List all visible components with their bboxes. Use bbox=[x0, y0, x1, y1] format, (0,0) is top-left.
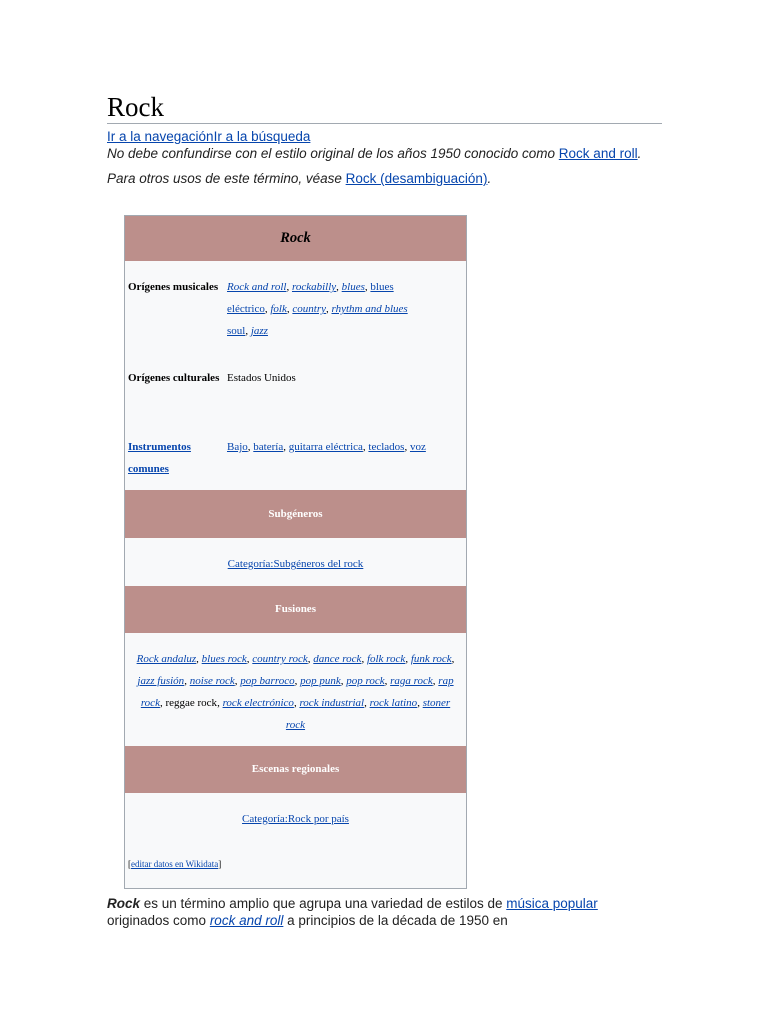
hatnote-text: No debe confundirse con el estilo original de los años 1950 conocido como bbox=[107, 146, 559, 161]
instrument-link[interactable]: guitarra eléctrica bbox=[288, 441, 363, 453]
fusion-link[interactable]: country rock bbox=[252, 653, 308, 665]
hatnote-end: . bbox=[487, 171, 492, 186]
intro-text: es un término amplio que agrupa una variedad de estilos de bbox=[140, 896, 507, 911]
fusion-link[interactable]: funk rock bbox=[410, 653, 452, 665]
wikidata-edit-link[interactable]: editar datos en Wikidata bbox=[131, 859, 219, 869]
fusion-link[interactable]: raga rock bbox=[390, 675, 433, 687]
wikidata-edit: [editar datos en Wikidata] bbox=[128, 859, 222, 869]
fusion-link[interactable]: stoner rock bbox=[285, 697, 451, 731]
fusion-text: reggae rock bbox=[165, 697, 218, 709]
intro-paragraph bbox=[107, 895, 662, 929]
regional-scenes-row bbox=[131, 808, 460, 830]
instrument-link[interactable]: batería bbox=[253, 441, 284, 453]
regional-category-link[interactable]: Categoría:Rock por país bbox=[242, 813, 349, 825]
hatnote-text: Para otros usos de este término, véase bbox=[107, 171, 346, 186]
fusion-link[interactable]: jazz fusión bbox=[137, 675, 185, 687]
origin-link[interactable]: rockabilly bbox=[291, 281, 337, 293]
page-title: Rock bbox=[107, 92, 662, 124]
rock-and-roll-link[interactable]: Rock and roll bbox=[558, 146, 638, 161]
origin-link[interactable]: jazz bbox=[250, 325, 268, 337]
infobox-title: Rock bbox=[125, 216, 466, 261]
hatnote-other-uses bbox=[107, 170, 662, 187]
origin-link[interactable]: folk bbox=[270, 303, 287, 315]
label-cultural-origins: Orígenes culturales bbox=[128, 372, 220, 384]
instrument-link[interactable]: Bajo bbox=[227, 441, 248, 453]
intro-text: originados como bbox=[107, 913, 210, 928]
origin-link[interactable]: country bbox=[292, 303, 326, 315]
subgenres-header: Subgéneros bbox=[125, 490, 466, 538]
fusion-link[interactable]: pop rock bbox=[346, 675, 385, 687]
rock-and-roll-intro-link[interactable]: rock and roll bbox=[209, 913, 284, 928]
regional-scenes-header: Escenas regionales bbox=[125, 746, 466, 793]
hatnote-end: . bbox=[637, 146, 642, 161]
intro-text: a principios de la década de 1950 en bbox=[283, 913, 508, 928]
fusion-link[interactable]: blues rock bbox=[201, 653, 247, 665]
subgenres-row bbox=[131, 553, 460, 575]
infobox bbox=[124, 215, 467, 889]
fusion-link[interactable]: rap rock bbox=[140, 675, 454, 709]
label-instruments bbox=[128, 436, 220, 480]
fusion-link[interactable]: folk rock bbox=[366, 653, 406, 665]
intro-bold-term: Rock bbox=[107, 896, 141, 911]
fusion-link[interactable]: dance rock bbox=[313, 653, 362, 665]
article-header bbox=[107, 92, 662, 187]
value-musical-origins: Rock and roll, rockabilly, blues, blues eléctrico, folk, country, rhythm and blues soul, jazz bbox=[227, 281, 408, 337]
fusion-link[interactable]: pop barroco bbox=[240, 675, 295, 687]
fusion-link[interactable]: rock electrónico bbox=[222, 697, 294, 709]
fusion-link[interactable]: rock latino bbox=[369, 697, 418, 709]
fusion-link[interactable]: Rock andaluz bbox=[136, 653, 197, 665]
label-musical-origins: Orígenes musicales bbox=[128, 281, 219, 293]
origin-link[interactable]: blues eléctrico bbox=[227, 281, 394, 315]
instrument-link[interactable]: teclados bbox=[368, 441, 405, 453]
fusions-list: Rock andaluz, blues rock, country rock, dance rock, folk rock, funk rock, jazz fusión, noise rock, pop barroco, pop punk, pop rock, raga rock, rap rock, reggae rock, rock electrónico, rock industrial, rock latino, stoner rock bbox=[136, 653, 455, 731]
value-cultural-origins: Estados Unidos bbox=[227, 372, 296, 384]
fusion-link[interactable]: pop punk bbox=[300, 675, 341, 687]
origin-link[interactable]: soul bbox=[227, 325, 246, 337]
instruments-link[interactable]: Instrumentos comunes bbox=[128, 441, 191, 475]
instrument-link[interactable]: voz bbox=[409, 441, 426, 453]
jump-links bbox=[107, 128, 662, 145]
origin-link[interactable]: blues bbox=[341, 281, 365, 293]
fusions-header: Fusiones bbox=[125, 586, 466, 633]
fusion-link[interactable]: rock industrial bbox=[299, 697, 365, 709]
jump-to-navigation-link[interactable]: Ir a la navegación bbox=[107, 129, 214, 144]
subgenres-category-link[interactable]: Categoría:Subgéneros del rock bbox=[227, 558, 364, 570]
origin-link[interactable]: rhythm and blues bbox=[331, 303, 408, 315]
origin-link[interactable]: Rock and roll bbox=[227, 281, 287, 293]
value-instruments: Bajo, batería, guitarra eléctrica, teclados, voz bbox=[227, 441, 426, 453]
popular-music-link[interactable]: música popular bbox=[506, 896, 598, 911]
jump-to-search-link[interactable]: Ir a la búsqueda bbox=[213, 129, 311, 144]
disambiguation-link[interactable]: Rock (desambiguación) bbox=[345, 171, 488, 186]
hatnote-not-confused bbox=[107, 145, 662, 162]
fusion-link[interactable]: noise rock bbox=[189, 675, 235, 687]
